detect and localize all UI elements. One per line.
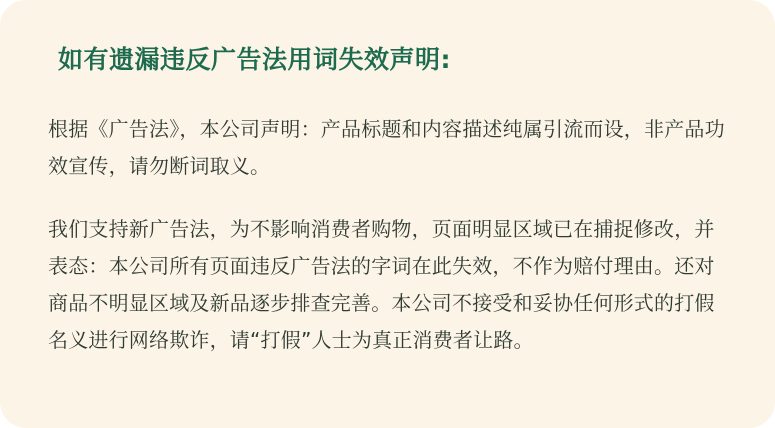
disclaimer-title: 如有遗漏违反广告法用词失效声明: xyxy=(58,45,451,74)
disclaimer-body xyxy=(48,111,727,359)
disclaimer-paragraph-1: 根据《广告法》，本公司声明：产品标题和内容描述纯属引流而设，非产品功效宣传，请勿断词取义。 xyxy=(48,116,725,178)
disclaimer-paragraph-2: 我们支持新广告法，为不影响消费者购物，页面明显区域已在捕捉修改，并表态：本公司所有页面违反广告法的字词在此失效，不作为赔付理由。还对商品不明显区域及新品逐步排查完善。本公司不接受和妥协任何形式的打假名义进行网络欺诈，请“打假”人士为真正消费者让路。 xyxy=(48,216,715,352)
